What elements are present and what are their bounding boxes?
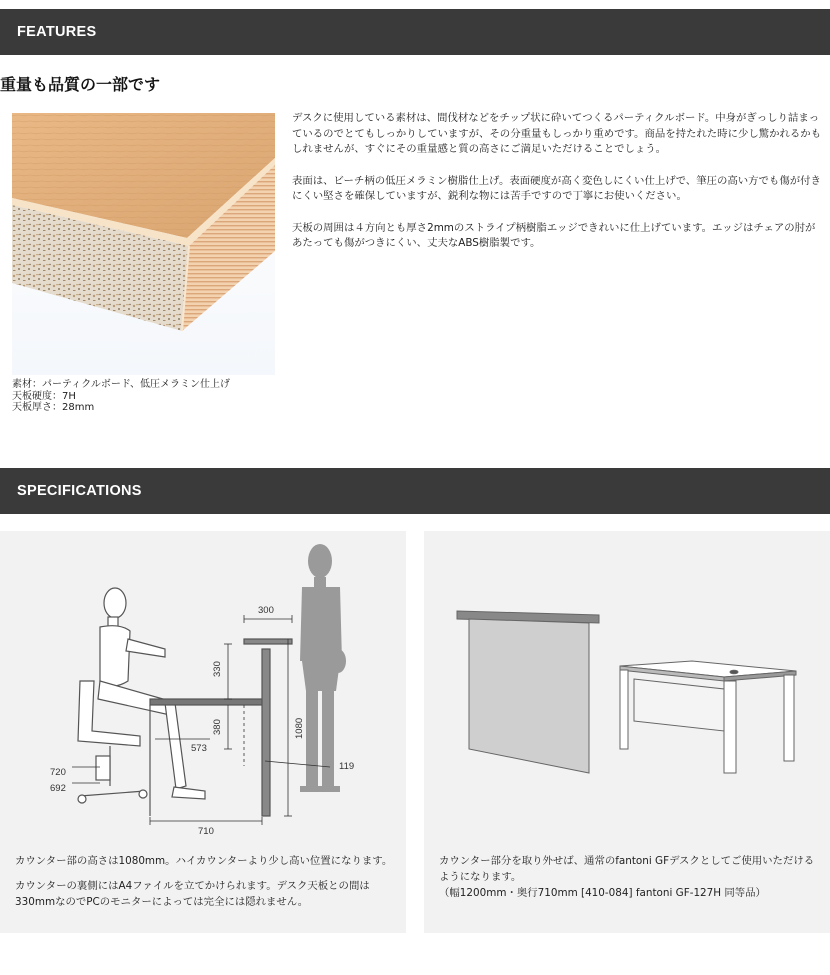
seated-figure <box>98 588 205 799</box>
counter-height-note: カウンター部の高さは1080mm。ハイカウンターより少し高い位置になります。 <box>15 855 393 867</box>
specifications-section-header: SPECIFICATIONS <box>0 468 830 514</box>
features-paragraph-surface: 表面は、ビーチ柄の低圧メラミン樹脂仕上げ。表面硬度が高く変色しにくい仕上げで、筆圧の高い方でも傷が付きにくい堅さを確保していますが、鋭利な物には苦手ですので丁寧にお使いください。 <box>292 174 821 202</box>
material-caption <box>12 379 230 414</box>
caption-hardness: 天板硬度：7H <box>12 390 76 402</box>
features-heading: 重量も品質の一部です <box>0 75 161 94</box>
dim-label-300: 300 <box>258 605 274 616</box>
features-section-header: FEATURES <box>0 9 830 55</box>
equivalent-product-note: （幅1200mm・奥行710mm [410-084] fantoni GF-127H 同等品） <box>439 887 766 899</box>
desk-only-drawing <box>620 661 796 773</box>
particle-board-photo <box>12 113 275 375</box>
dim-label-692: 692 <box>50 783 66 794</box>
caption-material: 素材：パーティクルボード、低圧メラミン仕上げ <box>12 379 230 390</box>
features-description <box>292 111 822 268</box>
dim-label-573: 573 <box>191 743 207 754</box>
dim-label-710: 710 <box>198 826 214 837</box>
right-panel-description <box>439 853 819 910</box>
detach-counter-note: カウンター部分を取り外せば、通常のfantoni GFデスクとしてご使用いただけるようになります。 <box>439 855 815 883</box>
spec-panel-dimensions <box>0 531 406 933</box>
left-panel-description <box>15 853 395 919</box>
dim-label-119: 119 <box>339 761 355 772</box>
caption-thickness: 天板厚さ：28mm <box>12 402 95 413</box>
spec-panel-detachable <box>424 531 830 933</box>
dim-label-330: 330 <box>212 661 223 677</box>
dimension-diagram <box>0 531 406 846</box>
features-paragraph-edge: 天板の周囲は４方向とも厚さ2mmのストライプ柄樹脂エッジできれいに仕上げています。エッジはチェアの肘があたっても傷がつきにくい、丈夫なABS樹脂製です。 <box>292 221 816 249</box>
dim-label-720: 720 <box>50 767 66 778</box>
counter-panel-drawing <box>457 611 599 773</box>
counter-back-note: カウンターの裏側にはA4ファイルを立てかけられます。デスク天板との間は330mmなのでPCのモニターによっては完全には隠れません。 <box>15 880 370 908</box>
detachable-counter-diagram <box>424 531 830 846</box>
dim-label-1080: 1080 <box>294 717 305 739</box>
dim-label-380: 380 <box>212 719 223 735</box>
standing-figure <box>300 544 346 792</box>
features-paragraph-material: デスクに使用している素材は、間伐材などをチップ状に砕いてつくるパーティクルボード。中身がぎっしり詰まっているのでとてもしっかりしていますが、その分重量もしっかり重めです。商品を持たれた時に少し驚かれるかもしれませんが、すぐにその重量感と質の高さにご満足いただけることでしょう。 <box>292 112 822 155</box>
